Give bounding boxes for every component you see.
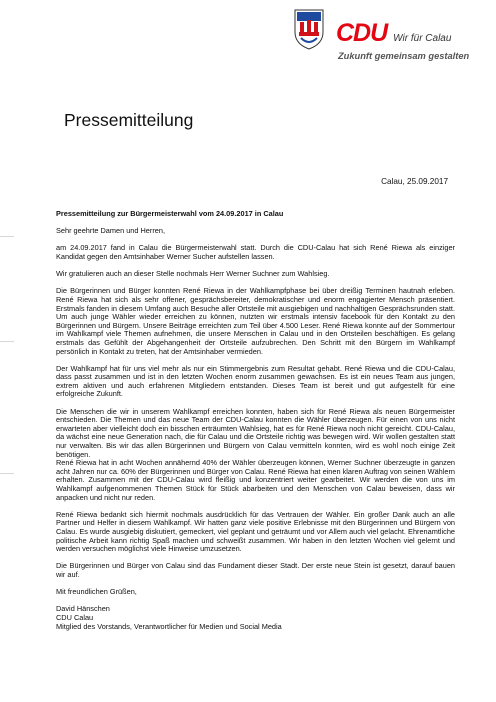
cdu-logo-subtext: Wir für Calau	[393, 32, 452, 44]
margin-fold-mark	[0, 473, 14, 474]
signature-name: David Hänschen	[56, 604, 110, 614]
paragraph: Die Bürgerinnen und Bürger konnten René Riewa in der Wahlkampfphase bei über dreißig Terminen hautnah erleben. René Riewa hat sich als sehr offener, gesprächsbereiter, demokratischer und enorm engagierter Mensch präsentiert. Erstmals fanden in diesem Umfang auch Besuche aller Ortsteile mit ausgiebigen und nachhaltigen Gesprächsrunden statt. Um auch junge Wähler wieder erreichen zu können, nutzten wir erstmals intensiv facebook für den Kontakt zu den Bürgerinnen und Bürgern. Unsere Beiträge erreichten zum Teil über 4.500 Leser. René Riewa konnte auf der Sommertour im Wahlkampf viele Themen aufnehmen, die unsere Menschen in Calau und in den Ortsteilen beschäftigen. Es gelang erstmals das Gefühlt der Abgehangenheit der Ortsteile aufzubrechen. Den Schritt mit den Bürgern im Wahlkampf persönlich in Kontakt zu treten, hat der Amtsinhaber vermieden.	[56, 286, 455, 356]
salutation: Sehr geehrte Damen und Herren,	[56, 226, 165, 236]
paragraph: Der Wahlkampf hat für uns viel mehr als nur ein Stimmergebnis zum Resultat gehabt. René Riewa und die CDU-Calau, dass passt zusammen und ist in den letzten Wochen enorm zusammen gewachsen. Es ist ein neues Team aus jungen, extrem aktiven und auch erfahrenen Mitgliedern entstanden. Dieses Team ist bereit und gut aufgestellt für eine erfolgreiche Zukunft.	[56, 363, 455, 399]
page-title: Pressemitteilung	[64, 110, 194, 130]
date-line: Calau, 25.09.2017	[381, 177, 448, 186]
letter-body	[56, 210, 455, 631]
paragraph: Die Menschen die wir in unserem Wahlkampf erreichen konnten, haben sich für René Riewa als neuen Bürgermeister entschieden. Die Themen und das neue Team der CDU-Calau konnten die Wähler überzeugen. Für einen von uns nicht erwarteten aber vielleicht doch ein bisschen erträumten Wahlsieg, hat es für René Riewa noch nicht gereicht. CDU-Calau, da wächst eine neue Generation nach, die für Calau und die Ortsteile richtig was bewegen wird. Wir wollen gestalten statt nur verwalten. Bis wir das allen Bürgerinnen und Bürgern von Calau vermitteln konnten, wird es wohl noch einige Zeit benötigen.	[56, 406, 455, 459]
cdu-logo	[336, 19, 452, 47]
calau-crest-icon	[294, 8, 324, 50]
signature-org: CDU Calau	[56, 612, 94, 622]
tagline: Zukunft gemeinsam gestalten	[338, 51, 470, 61]
margin-fold-mark	[0, 236, 14, 237]
paragraph: René Riewa bedankt sich hiermit nochmals ausdrücklich für das Vertrauen der Wähler. Ein großer Dank auch an alle Partner und Helfer in diesem Wahlkampf. Wir hatten ganz viele positive Erlebnisse mit den Bürgerinnen und Bürgern von Calau. Es wurde ausgiebig diskutiert, gemeckert, viel geplant und geträumt und vor Allem auch viel gelacht. Ehrenamtliche politische Arbeit kann richtig Spaß machen und schweißt zusammen. Wir haben in den letzten Wochen viel gelernt und werden versuchen möglichst viele Hinweise umzusetzen.	[56, 509, 455, 554]
margin-punch-mark	[0, 341, 14, 342]
signature-role: Mitglied des Vorstands, Verantwortlicher für Medien und Social Media	[56, 621, 282, 631]
cdu-logo-text: CDU	[336, 19, 388, 47]
paragraph: Die Bürgerinnen und Bürger von Calau sind das Fundament dieser Stadt. Der erste neue Stein ist gesetzt, darauf bauen wir auf.	[56, 561, 455, 579]
signature-block	[56, 605, 455, 631]
subject-line: Pressemitteilung zur Bürgermeisterwahl vom 24.09.2017 in Calau	[56, 209, 284, 218]
paragraph: René Riewa hat in acht Wochen annähernd 40% der Wähler überzeugen können, Werner Suchner überzeugte in ganzen acht Jahren nur ca. 60% der Bürgerinnen und Bürger von Calau. René Riewa hat einen klaren Auftrag von seinen Wählern erhalten. Zusammen mit der CDU-Calau wird fleißig und konzentriert weiter gearbeitet. Wir werden die von uns im Wahlkampf aufgenommenen Themen Stück für Stück abarbeiten und den Menschen von Calau beweisen, dass wir anpacken und nicht nur reden.	[56, 458, 455, 502]
paragraph: am 24.09.2017 fand in Calau die Bürgermeisterwahl statt. Durch die CDU-Calau hat sich René Riewa als einziger Kandidat gegen den Amtsinhaber Werner Sucher aufstellen lassen.	[56, 243, 455, 261]
closing: Mit freundlichen Grüßen,	[56, 587, 137, 597]
paragraph: Wir gratulieren auch an dieser Stelle nochmals Herr Werner Suchner zum Wahlsieg.	[56, 269, 330, 279]
